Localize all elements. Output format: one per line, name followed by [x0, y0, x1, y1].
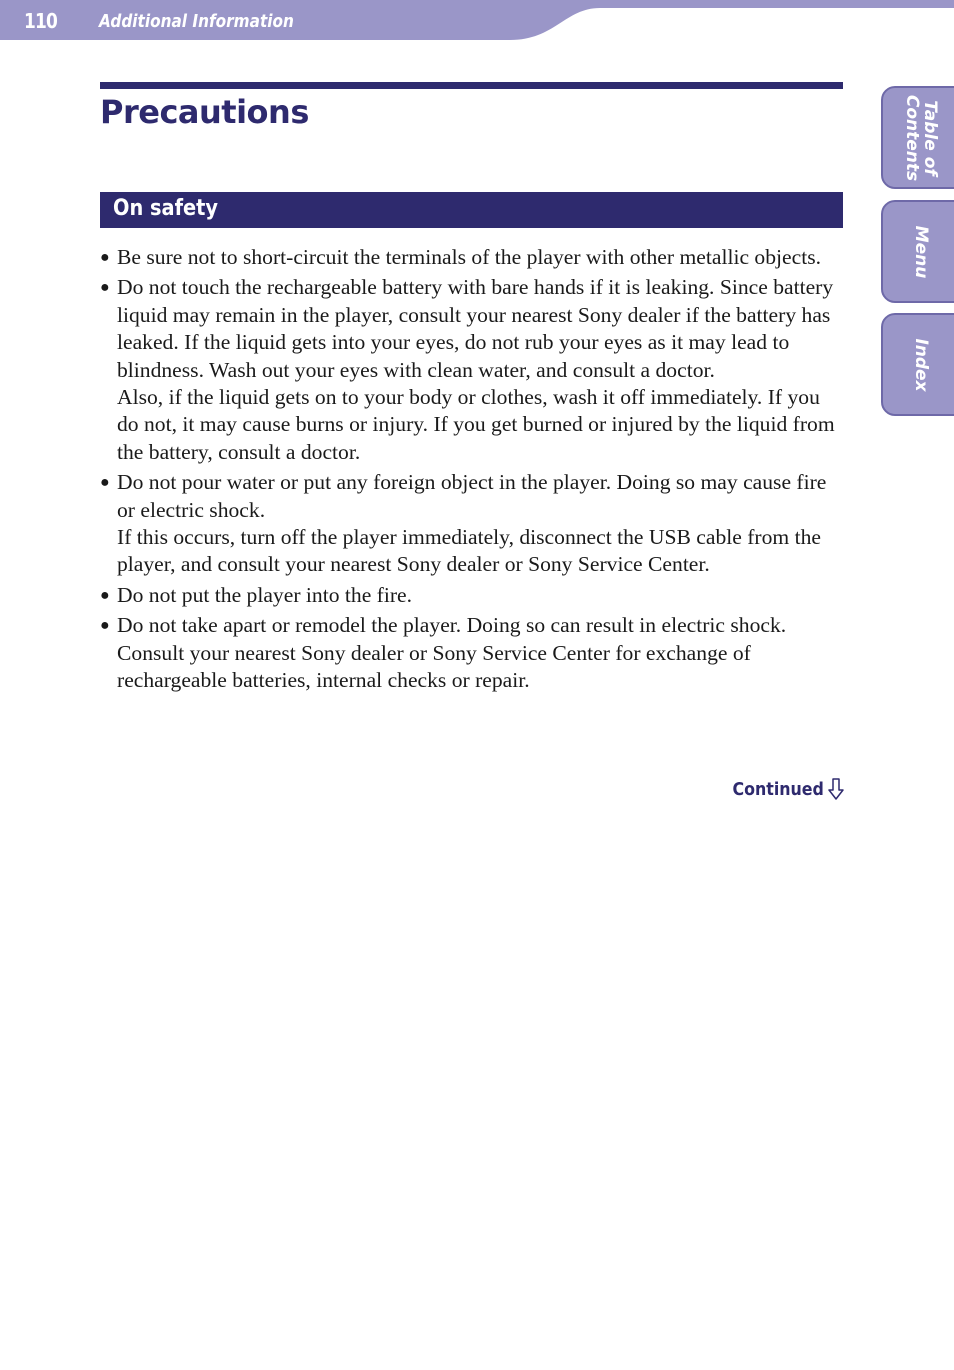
bullet-icon: ● [100, 586, 110, 604]
item-paragraph: Also, if the liquid gets on to your body or clothes, wash it off immediately. If you do not, it may cause burns or injury. If you get burned or injured by the liquid from the battery, consult a doctor. [117, 385, 835, 464]
tab-label: Menu [911, 225, 931, 278]
tab-menu[interactable] [881, 200, 954, 303]
tab-index[interactable] [881, 313, 954, 416]
section-name: Additional Information [99, 11, 294, 32]
item-paragraph: Do not put the player into the fire. [117, 582, 413, 607]
page-title: Precautions [100, 93, 309, 131]
item-paragraph: Do not take apart or remodel the player. Doing so can result in electric shock. Consult your nearest Sony dealer or Sony Service Center for exchange of rechargeable batteries, internal checks or repair. [117, 613, 787, 693]
item-paragraph: Do not pour water or put any foreign object in the player. Doing so may cause fire or electric shock. [117, 470, 827, 522]
arrow-down-icon [828, 778, 844, 800]
item-paragraph: Be sure not to short-circuit the terminals of the player with other metallic objects. [117, 245, 821, 269]
bullet-icon: ● [100, 617, 110, 635]
page-number: 110 [24, 9, 57, 33]
continued-label: Continued [732, 778, 824, 800]
item-paragraph: Do not touch the rechargeable battery with bare hands if it is leaking. Since battery liquid may remain in the player, consult your nearest Sony dealer if the battery has leaked. If the liquid gets into your eyes, do not rub your eyes as it may lead to blindness. Wash out your eyes with clean water, and consult a doctor. [117, 275, 834, 382]
section-title: On safety [113, 196, 219, 221]
tab-label: Index [911, 337, 931, 392]
header-bar [0, 0, 954, 40]
list-item [100, 612, 845, 694]
list-item [100, 274, 845, 466]
item-paragraph: If this occurs, turn off the player immediately, disconnect the USB cable from the player, and consult your nearest Sony dealer or Sony Service Center. [117, 525, 821, 577]
list-item [100, 469, 845, 579]
list-item [100, 244, 845, 271]
title-rule [100, 82, 843, 89]
section-header [100, 192, 843, 228]
tab-label: Table of Contents [902, 94, 940, 181]
bullet-icon: ● [100, 249, 110, 266]
content [100, 244, 845, 698]
continued-link[interactable] [720, 778, 844, 800]
tab-table-of-contents[interactable] [881, 86, 954, 189]
bullet-icon: ● [100, 279, 110, 297]
list-item [100, 582, 845, 609]
bullet-icon: ● [100, 474, 110, 492]
